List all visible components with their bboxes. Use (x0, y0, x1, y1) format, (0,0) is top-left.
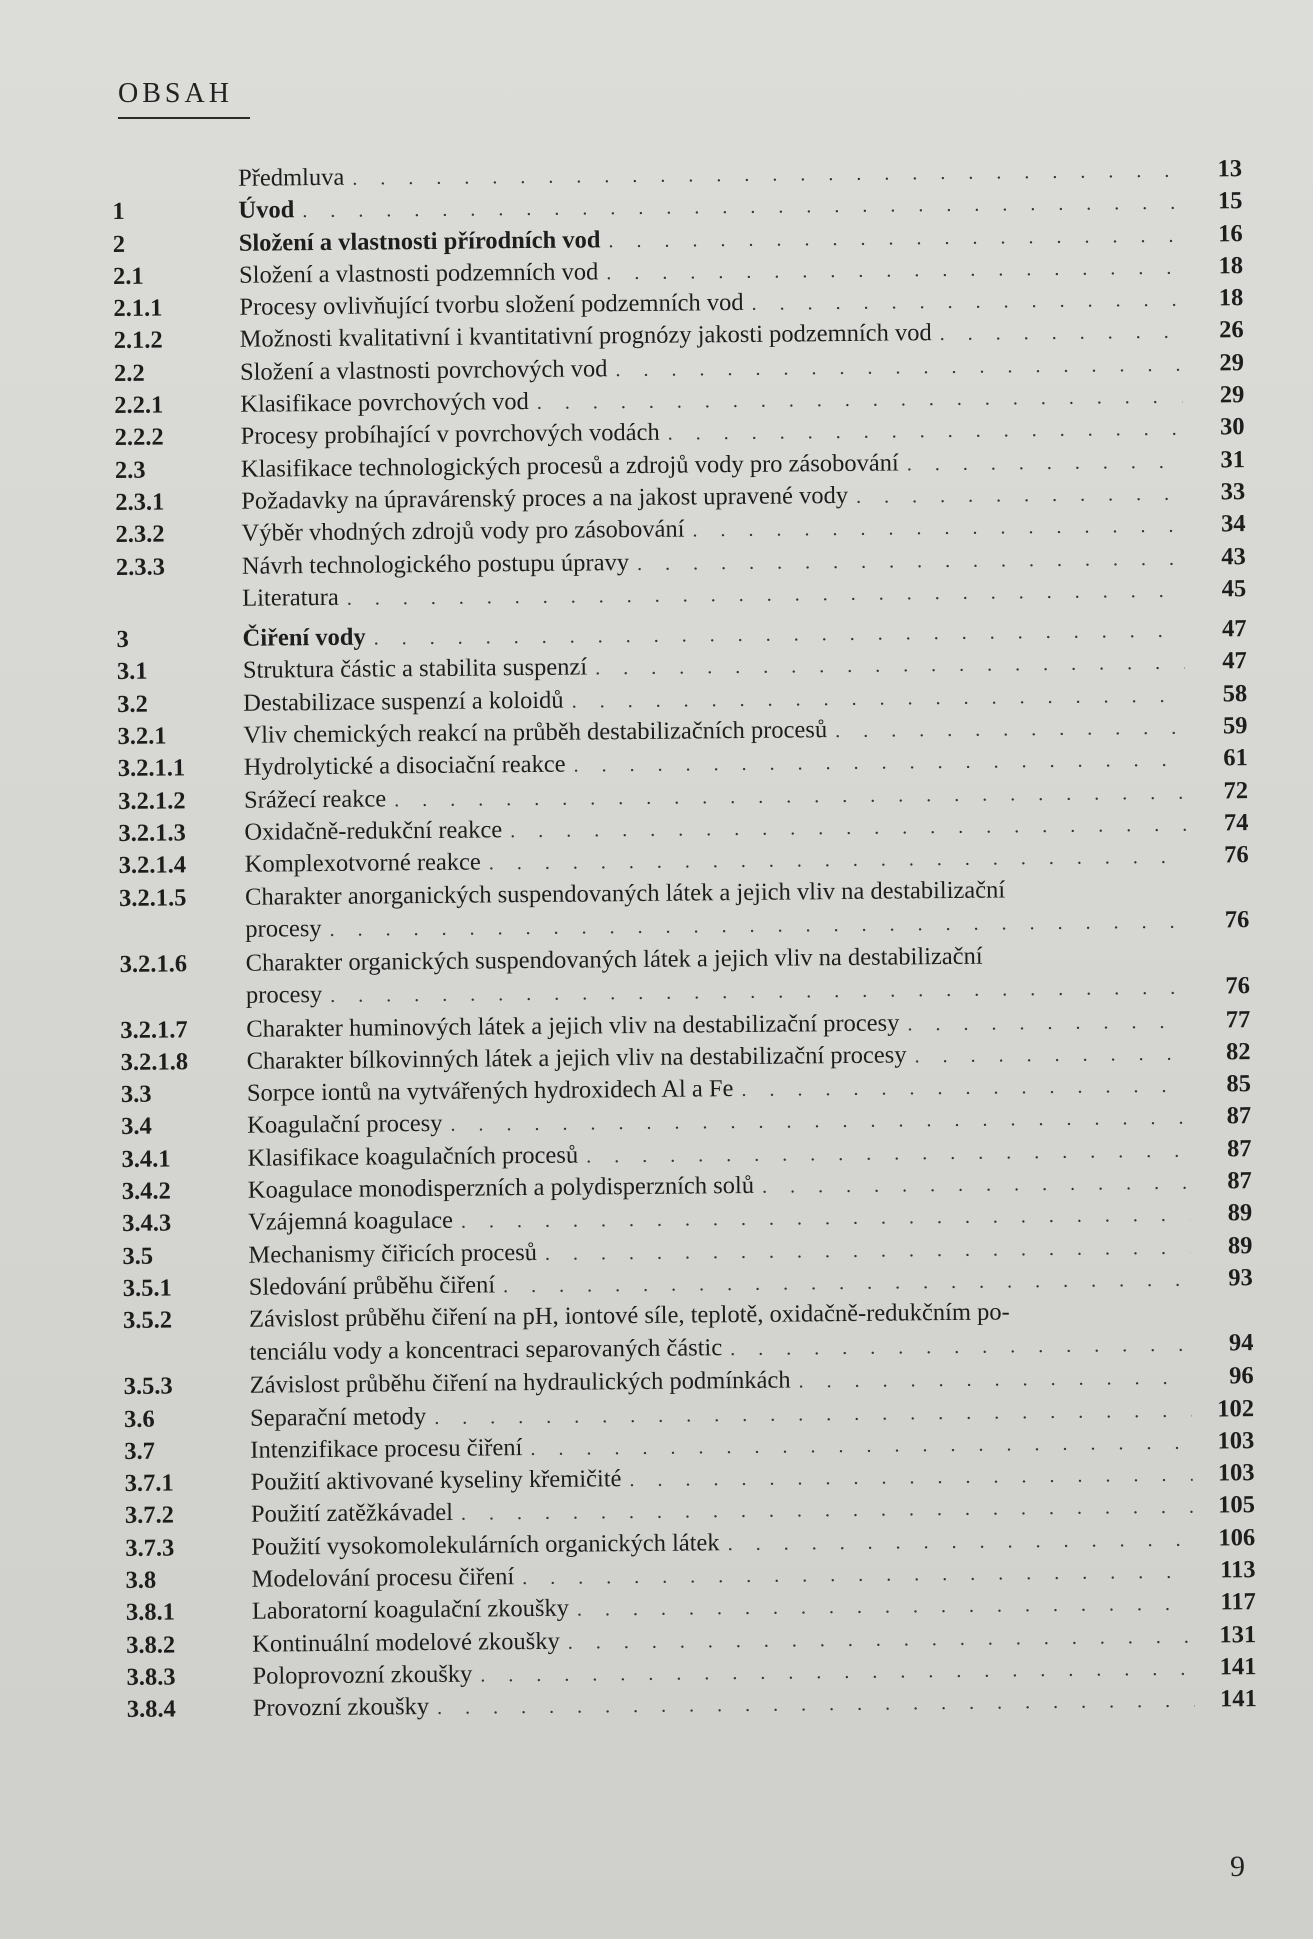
section-title: Klasifikace technologických procesů a zdrojů vody pro zásobování (240, 449, 899, 483)
section-title: Závislost průběhu čiření na pH, iontové síle, teplotě, oxidačně-redukčním po- (248, 1298, 1010, 1333)
section-title: Předmluva (238, 163, 345, 192)
section-title: Vzájemná koagulace (248, 1207, 454, 1237)
section-number (112, 163, 234, 164)
section-title: Procesy probíhající v povrchových vodách (240, 419, 660, 451)
section-title: Návrh technologického postupu úpravy (241, 548, 630, 580)
dot-leader (730, 1328, 1192, 1365)
page-reference: 74 (1223, 809, 1249, 837)
section-number: 3.8.4 (126, 1695, 176, 1724)
section-number: 3.8.1 (125, 1598, 176, 1627)
section-title: Literatura (242, 583, 339, 612)
section-title: Struktura částic a stabilita suspenzí (242, 653, 588, 685)
section-title: Laboratorní koagulační zkoušky (251, 1594, 570, 1626)
dot-leader (907, 1005, 1188, 1040)
section-number: 3.7 (124, 1437, 156, 1465)
page-reference: 117 (1220, 1588, 1256, 1616)
page-reference: 96 (1229, 1362, 1254, 1390)
page-reference: 34 (1220, 510, 1246, 538)
section-title: Koagulace monodisperzních a polydisperzních solů (247, 1171, 755, 1204)
section-title: Klasifikace koagulačních procesů (247, 1141, 579, 1172)
section-number: 3.2 (117, 690, 148, 718)
section-number (116, 583, 238, 584)
page-reference: 18 (1218, 284, 1244, 312)
section-number: 3.5.2 (122, 1306, 173, 1335)
section-title: Složení a vlastnosti povrchových vod (239, 355, 608, 386)
page-reference: 47 (1222, 647, 1247, 675)
section-number: 3.2.1.8 (120, 1048, 189, 1076)
section-number: 3 (116, 626, 129, 654)
section-title: Srážecí reakce (243, 785, 387, 814)
section-number: 3.4.3 (122, 1209, 172, 1238)
section-title: Charakter organických suspendovaných látek a jejich vliv na destabilizační (245, 942, 983, 977)
section-number: 3.5.1 (122, 1274, 172, 1302)
section-number: 3.5 (122, 1242, 154, 1270)
section-title: Destabilizace suspenzí a koloidů (243, 686, 564, 717)
section-number: 3.5.3 (123, 1372, 173, 1401)
section-title: Použití zatěžkávadel (250, 1499, 454, 1529)
page-reference: 87 (1226, 1102, 1252, 1130)
section-title: Mechanismy čiřicích procesů (248, 1238, 538, 1269)
section-title: Možnosti kvalitativní i kvantitativní prognózy jakosti podzemních vod (239, 319, 932, 354)
page-reference: 61 (1223, 744, 1248, 772)
section-title: Oxidačně-redukční reakce (244, 816, 503, 846)
dot-leader (437, 1685, 1195, 1725)
page-reference: 33 (1220, 478, 1246, 506)
page-reference: 141 (1219, 1652, 1257, 1681)
section-number: 3.7.1 (124, 1469, 174, 1498)
section-number: 3.4 (121, 1113, 152, 1141)
page-reference: 76 (1224, 905, 1250, 934)
section-number: 2.3.2 (115, 520, 165, 549)
table-of-contents (112, 153, 1257, 1726)
section-number: 2.2 (113, 359, 145, 387)
section-number: 2.1 (112, 262, 144, 290)
page-reference: 13 (1217, 155, 1243, 183)
page-reference: 29 (1219, 348, 1245, 377)
dot-leader (914, 1038, 1188, 1073)
title-underline (118, 117, 250, 119)
section-number: 2.2.1 (114, 391, 164, 420)
section-title: Sledování průběhu čiření (248, 1271, 496, 1301)
section-title: Složení a vlastnosti přírodních vod (238, 225, 601, 257)
page-number: 9 (1230, 1850, 1245, 1883)
section-number: 2.3.3 (115, 553, 165, 581)
dot-leader (835, 712, 1186, 748)
page-reference: 26 (1219, 316, 1244, 344)
section-number: 3.2.1.6 (119, 949, 188, 978)
section-number: 2 (112, 230, 126, 258)
toc-entry (120, 938, 1251, 1015)
section-number: 3.7.2 (124, 1501, 175, 1530)
page-reference: 94 (1228, 1328, 1254, 1356)
section-number: 3.2.1.1 (117, 754, 186, 783)
section-title: Charakter bílkovinných látek a jejich vliv na destabilizační procesy (246, 1041, 907, 1075)
page-reference: 76 (1225, 971, 1251, 1000)
section-title: Charakter anorganických suspendovaných látek a jejich vliv na destabilizační (244, 875, 1006, 911)
section-number: 3.8.3 (126, 1663, 176, 1691)
page-reference: 72 (1223, 776, 1249, 804)
page-reference: 87 (1226, 1134, 1252, 1163)
section-title: Úvod (238, 196, 295, 225)
page-reference: 82 (1225, 1037, 1251, 1066)
section-number: 3.1 (116, 658, 148, 686)
section-number: 3.2.1 (117, 722, 167, 751)
toc-entry-body (245, 872, 1250, 947)
page-reference: 76 (1224, 841, 1249, 869)
section-title: Požadavky na úpravárenský proces a na jakost upravené vody (241, 481, 849, 515)
section-number: 3.8 (125, 1566, 157, 1594)
dot-leader (347, 575, 1185, 615)
page-reference: 87 (1227, 1167, 1252, 1195)
section-title: Výběr vhodných zdrojů vody pro zásobování (241, 515, 685, 548)
section-title: Hydrolytické a disociační reakce (243, 751, 566, 782)
page-reference: 93 (1228, 1264, 1253, 1292)
section-title: Separační metody (249, 1402, 427, 1432)
toc-entry (123, 1294, 1254, 1371)
page-reference: 58 (1222, 679, 1248, 708)
section-title: Poloprovozní zkoušky (252, 1660, 473, 1690)
page-reference: 47 (1221, 615, 1247, 643)
section-title: Použití vysokomolekulárních organických látek (251, 1528, 720, 1561)
page-reference: 102 (1217, 1394, 1255, 1422)
section-number: 2.3 (114, 456, 146, 484)
toc-entry-body (246, 938, 1251, 1013)
section-number: 2.3.1 (115, 488, 165, 516)
section-number: 3.2.1.7 (120, 1015, 188, 1044)
page-reference: 106 (1218, 1523, 1256, 1552)
section-title: Kontinuální modelové zkoušky (252, 1627, 560, 1658)
section-number: 3.3 (120, 1080, 152, 1109)
section-number: 3.4.1 (121, 1145, 171, 1173)
section-number: 2.1.1 (113, 294, 163, 323)
section-title: Klasifikace povrchových vod (240, 388, 529, 418)
page-reference: 113 (1220, 1556, 1256, 1584)
page-reference: 105 (1218, 1491, 1256, 1519)
page-reference: 77 (1225, 1005, 1251, 1033)
page-reference: 131 (1219, 1620, 1257, 1649)
page-reference: 30 (1219, 413, 1245, 441)
section-number: 3.2.1.2 (117, 786, 186, 815)
section-title: Provozní zkoušky (252, 1693, 430, 1722)
section-title: Charakter huminových látek a jejich vliv na destabilizační procesy (246, 1009, 900, 1043)
section-number: 3.2.1.3 (118, 819, 186, 847)
section-number: 3.7.3 (125, 1534, 175, 1562)
section-number: 2.2.2 (114, 423, 164, 452)
page-reference: 43 (1221, 542, 1246, 570)
section-number: 3.6 (123, 1405, 155, 1433)
page-reference: 18 (1218, 252, 1244, 280)
page-title: OBSAH (118, 78, 233, 109)
page-reference: 31 (1220, 445, 1246, 474)
page-reference: 89 (1227, 1231, 1253, 1259)
dot-leader (907, 445, 1183, 480)
section-title: Závislost průběhu čiření na hydraulických podmínkách (249, 1366, 791, 1399)
page-reference: 29 (1219, 381, 1245, 409)
page-reference: 59 (1222, 712, 1248, 740)
section-title: Složení a vlastnosti podzemních vod (238, 258, 599, 289)
section-number: 1 (112, 198, 125, 226)
section-number: 3.8.2 (126, 1631, 176, 1659)
section-title: Použití aktivované kyseliny křemičité (250, 1465, 622, 1496)
section-title: tenciálu vody a koncentraci separovaných částic (249, 1333, 723, 1366)
dot-leader (798, 1362, 1191, 1398)
page-reference: 103 (1217, 1426, 1255, 1455)
section-title: procesy (245, 980, 323, 1009)
section-title: Koagulační procesy (247, 1110, 443, 1140)
toc-entry (119, 872, 1250, 949)
section-number: 3.2.1.4 (118, 851, 187, 880)
section-title: Modelování procesu čiření (251, 1563, 515, 1593)
page-reference: 45 (1221, 574, 1247, 603)
section-title: Intenzifikace procesu čiření (250, 1433, 523, 1464)
dot-leader (940, 316, 1182, 351)
dot-leader (856, 478, 1183, 513)
page-reference: 85 (1226, 1070, 1252, 1098)
section-title: Sorpce iontů na vytvářených hydroxidech Al a Fe (246, 1075, 734, 1107)
section-number: 3.4.2 (121, 1177, 171, 1205)
section-number: 3.2.1.5 (118, 883, 187, 912)
page-reference: 141 (1219, 1685, 1257, 1713)
page-reference: 89 (1227, 1199, 1253, 1227)
section-title: Komplexotvorné reakce (244, 848, 481, 878)
toc-entry-body (249, 1294, 1254, 1369)
section-title: Čiření vody (242, 623, 366, 652)
page-reference: 103 (1217, 1459, 1255, 1487)
page-reference: 15 (1217, 187, 1243, 215)
section-title: Vliv chemických reakcí na průběh destabilizačních procesů (243, 716, 828, 749)
page-reference: 16 (1218, 219, 1243, 247)
section-title: Procesy ovlivňující tvorbu složení podzemních vod (239, 289, 744, 321)
section-number: 2.1.2 (113, 327, 163, 355)
section-title: procesy (245, 914, 322, 943)
